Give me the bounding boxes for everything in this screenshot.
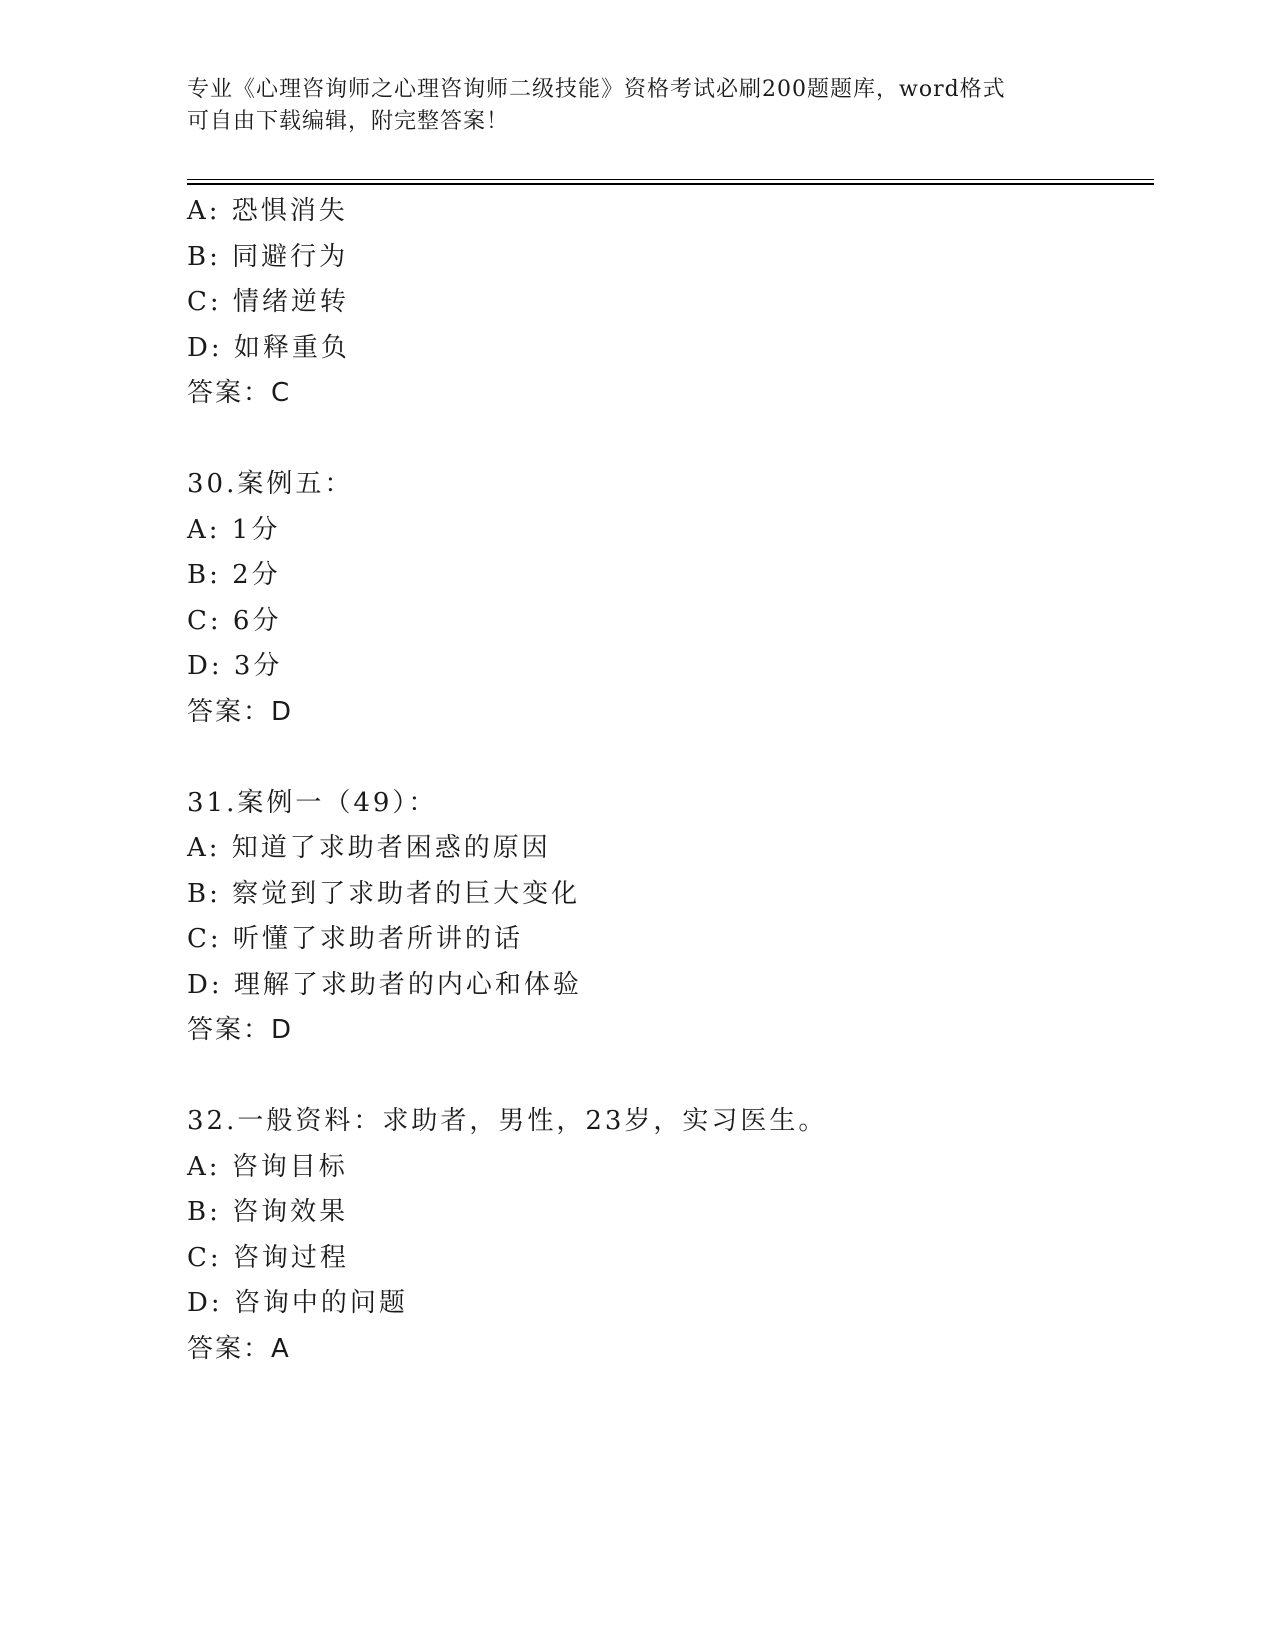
page-header [187, 74, 1067, 138]
spacer [187, 735, 1154, 781]
answer-line: 答案：D [187, 1015, 294, 1045]
question-list [187, 189, 1154, 1372]
option-a: A: 知道了求助者困惑的原因 [187, 833, 551, 863]
option-d: D: 3分 [187, 651, 283, 681]
option-b: B: 2分 [187, 560, 281, 590]
option-b: B: 同避行为 [187, 241, 349, 272]
question-stem: 30.案例五： [187, 469, 354, 499]
option-c: C: 6分 [187, 605, 282, 636]
question-block-32 [187, 1099, 1154, 1372]
option-d: D: 如释重负 [187, 332, 350, 363]
answer-line: 答案：C [187, 378, 292, 408]
answer-line: 答案：A [187, 1333, 291, 1364]
header-line-1: 专业《心理咨询师之心理咨询师二级技能》资格考试必刷200题题库，word格式 [187, 77, 1006, 102]
option-c: C: 听懂了求助者所讲的话 [187, 924, 523, 954]
option-a: A: 1分 [187, 514, 281, 545]
option-a: A: 恐惧消失 [187, 196, 348, 226]
option-c: C: 情绪逆转 [187, 287, 349, 317]
question-stem: 32.一般资料：求助者，男性，23岁，实习医生。 [187, 1106, 828, 1136]
option-d: D: 理解了求助者的内心和体验 [187, 969, 582, 1000]
option-b: B: 察觉到了求助者的巨大变化 [187, 878, 581, 909]
option-b: B: 咨询效果 [187, 1197, 349, 1227]
answer-line: 答案：D [187, 696, 294, 727]
question-block-continued [187, 189, 1154, 417]
question-block-30 [187, 462, 1154, 735]
header-divider-thick [187, 183, 1154, 185]
option-c: C: 咨询过程 [187, 1242, 349, 1273]
spacer [187, 417, 1154, 463]
header-divider-thin [187, 179, 1154, 180]
spacer [187, 1054, 1154, 1100]
question-stem: 31.案例一（49）： [187, 787, 438, 818]
option-a: A: 咨询目标 [187, 1151, 348, 1182]
option-d: D: 咨询中的问题 [187, 1288, 408, 1318]
header-line-2: 可自由下载编辑，附完整答案！ [187, 109, 510, 134]
question-block-31 [187, 781, 1154, 1054]
